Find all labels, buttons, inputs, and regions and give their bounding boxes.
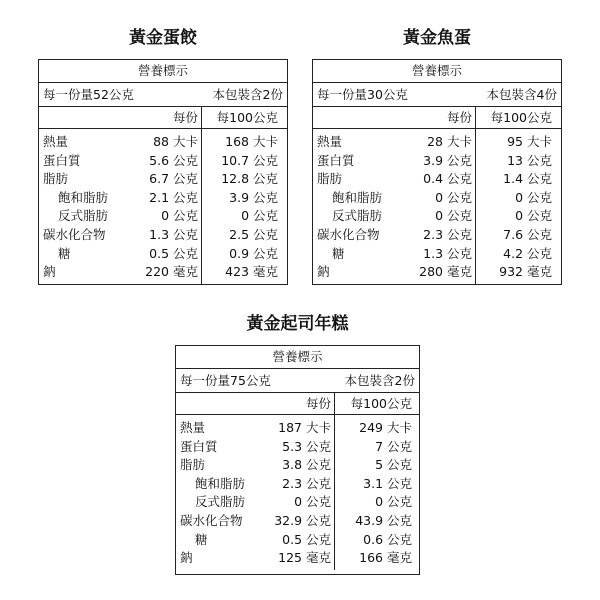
nutrient-name: 飽和脂肪 xyxy=(332,189,383,205)
nutrient-row xyxy=(313,152,561,171)
nutrient-name: 飽和脂肪 xyxy=(58,189,109,205)
nutrient-name: 脂肪 xyxy=(43,171,69,187)
value-per-100g: 249 大卡 xyxy=(359,420,412,435)
nutrient-name: 脂肪 xyxy=(317,171,343,187)
product-title: 黃金魚蛋 xyxy=(403,28,471,48)
value-per-100g: 3.9 公克 xyxy=(229,189,278,205)
servings-per-pack: 本包裝含2份 xyxy=(344,373,415,388)
panel-egg-dumpling xyxy=(38,27,288,285)
value-per-100g: 1.4 公克 xyxy=(503,171,552,187)
value-per-100g: 7 公克 xyxy=(375,438,412,454)
value-per-100g: 0.6 公克 xyxy=(363,531,412,547)
nutrient-row xyxy=(313,245,561,264)
nutrient-row xyxy=(176,549,419,568)
nutrient-row xyxy=(313,263,561,282)
nutrient-row xyxy=(176,493,419,512)
value-per-100g: 166 毫克 xyxy=(359,550,412,566)
nutrient-rows xyxy=(176,415,419,570)
value-per-100g: 0 公克 xyxy=(375,494,412,510)
nutrient-row xyxy=(39,207,287,226)
nutrient-name: 熱量 xyxy=(43,134,69,149)
nutrient-row xyxy=(39,226,287,245)
nutrient-name: 碳水化合物 xyxy=(180,512,243,528)
value-per-100g: 0 公克 xyxy=(515,208,552,224)
serving-size: 每一份量75公克 xyxy=(180,373,271,388)
nutrient-name: 碳水化合物 xyxy=(317,226,380,242)
value-per-serving: 2.1 公克 xyxy=(149,189,198,205)
nutrient-name: 糖 xyxy=(195,531,208,547)
value-per-100g: 0 公克 xyxy=(515,189,552,205)
panel-cheese-rice-cake xyxy=(175,313,420,575)
value-per-serving: 0 公克 xyxy=(294,494,331,510)
panel-fish-egg xyxy=(312,27,562,285)
nutrient-row xyxy=(313,189,561,208)
serving-info xyxy=(176,369,419,393)
nutrient-name: 碳水化合物 xyxy=(43,226,106,242)
column-divider xyxy=(334,393,335,570)
nutrient-name: 熱量 xyxy=(180,420,206,435)
col-per-serving: 每份 xyxy=(446,110,472,125)
nutrient-row xyxy=(39,152,287,171)
nutrient-row xyxy=(39,263,287,282)
column-divider xyxy=(201,107,202,284)
nutrient-name: 蛋白質 xyxy=(180,438,218,454)
nutrient-rows xyxy=(313,129,561,284)
column-divider xyxy=(475,107,476,284)
col-per-100g: 每100公克 xyxy=(490,110,552,125)
column-header xyxy=(176,393,419,415)
value-per-100g: 5 公克 xyxy=(375,457,412,473)
nutrient-row xyxy=(176,419,419,438)
column-header xyxy=(313,107,561,129)
value-per-100g: 12.8 公克 xyxy=(221,171,278,187)
serving-info xyxy=(39,83,287,107)
value-per-serving: 6.7 公克 xyxy=(149,171,198,187)
col-per-100g: 每100公克 xyxy=(216,110,278,125)
nutrition-label xyxy=(38,59,288,285)
value-per-serving: 187 大卡 xyxy=(278,420,331,435)
value-per-serving: 5.3 公克 xyxy=(282,438,331,454)
value-per-serving: 2.3 公克 xyxy=(282,475,331,491)
nutrient-name: 糖 xyxy=(58,245,71,261)
nutrient-name: 飽和脂肪 xyxy=(195,475,246,491)
value-per-100g: 13 公克 xyxy=(507,152,552,168)
value-per-serving: 32.9 公克 xyxy=(274,512,331,528)
label-header: 營養標示 xyxy=(39,60,287,83)
nutrient-name: 鈉 xyxy=(180,550,193,566)
nutrient-row xyxy=(176,531,419,550)
nutrient-rows xyxy=(39,129,287,284)
nutrient-name: 鈉 xyxy=(43,264,56,280)
value-per-100g: 3.1 公克 xyxy=(363,475,412,491)
value-per-100g: 10.7 公克 xyxy=(221,152,278,168)
value-per-serving: 0.4 公克 xyxy=(423,171,472,187)
serving-size: 每一份量30公克 xyxy=(317,87,408,102)
nutrient-row xyxy=(313,133,561,152)
value-per-100g: 4.2 公克 xyxy=(503,245,552,261)
nutrition-label xyxy=(175,345,420,575)
nutrient-name: 反式脂肪 xyxy=(332,208,383,224)
value-per-100g: 168 大卡 xyxy=(225,134,278,149)
nutrient-name: 熱量 xyxy=(317,134,343,149)
value-per-serving: 2.3 公克 xyxy=(423,226,472,242)
nutrient-row xyxy=(313,226,561,245)
value-per-serving: 0 公克 xyxy=(435,208,472,224)
nutrient-row xyxy=(176,438,419,457)
value-per-100g: 7.6 公克 xyxy=(503,226,552,242)
nutrient-row xyxy=(39,170,287,189)
nutrient-name: 反式脂肪 xyxy=(58,208,109,224)
value-per-serving: 0 公克 xyxy=(435,189,472,205)
value-per-100g: 0 公克 xyxy=(241,208,278,224)
product-title: 黃金蛋餃 xyxy=(129,28,197,48)
nutrient-name: 蛋白質 xyxy=(43,152,81,168)
value-per-100g: 43.9 公克 xyxy=(355,512,412,528)
value-per-serving: 1.3 公克 xyxy=(423,245,472,261)
value-per-100g: 95 大卡 xyxy=(507,134,552,149)
product-title: 黃金起司年糕 xyxy=(246,314,349,334)
value-per-100g: 0.9 公克 xyxy=(229,245,278,261)
nutrient-row xyxy=(176,475,419,494)
col-per-serving: 每份 xyxy=(305,396,331,411)
value-per-serving: 1.3 公克 xyxy=(149,226,198,242)
serving-size: 每一份量52公克 xyxy=(43,87,134,102)
value-per-serving: 3.9 公克 xyxy=(423,152,472,168)
value-per-serving: 0 公克 xyxy=(161,208,198,224)
servings-per-pack: 本包裝含2份 xyxy=(212,87,283,102)
value-per-serving: 0.5 公克 xyxy=(282,531,331,547)
label-header: 營養標示 xyxy=(176,346,419,369)
column-header xyxy=(39,107,287,129)
value-per-serving: 0.5 公克 xyxy=(149,245,198,261)
value-per-serving: 88 大卡 xyxy=(153,134,198,149)
value-per-serving: 280 毫克 xyxy=(419,264,472,280)
col-per-serving: 每份 xyxy=(172,110,198,125)
nutrient-row xyxy=(313,170,561,189)
value-per-serving: 5.6 公克 xyxy=(149,152,198,168)
nutrient-name: 蛋白質 xyxy=(317,152,355,168)
nutrient-name: 鈉 xyxy=(317,264,330,280)
nutrition-label xyxy=(312,59,562,285)
value-per-serving: 3.8 公克 xyxy=(282,457,331,473)
value-per-100g: 423 毫克 xyxy=(225,264,278,280)
value-per-serving: 220 毫克 xyxy=(145,264,198,280)
nutrient-name: 反式脂肪 xyxy=(195,494,246,510)
col-per-100g: 每100公克 xyxy=(350,396,412,411)
servings-per-pack: 本包裝含4份 xyxy=(486,87,557,102)
nutrient-row xyxy=(176,456,419,475)
nutrient-row xyxy=(313,207,561,226)
value-per-100g: 932 毫克 xyxy=(499,264,552,280)
nutrient-row xyxy=(39,245,287,264)
nutrient-row xyxy=(176,512,419,531)
label-header: 營養標示 xyxy=(313,60,561,83)
value-per-100g: 2.5 公克 xyxy=(229,226,278,242)
nutrient-row xyxy=(39,133,287,152)
serving-info xyxy=(313,83,561,107)
value-per-serving: 125 毫克 xyxy=(278,550,331,566)
nutrient-row xyxy=(39,189,287,208)
value-per-serving: 28 大卡 xyxy=(427,134,472,149)
nutrient-name: 糖 xyxy=(332,245,345,261)
nutrient-name: 脂肪 xyxy=(180,457,206,473)
